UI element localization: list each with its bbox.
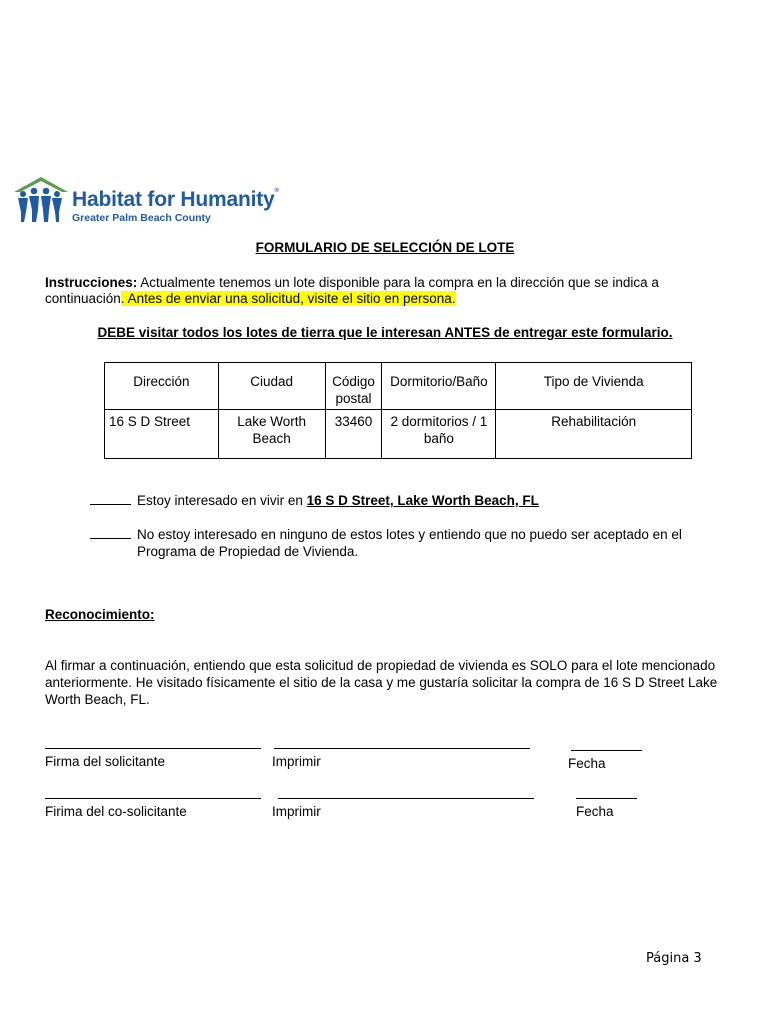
instructions-label: Instrucciones: (45, 275, 138, 290)
acknowledgement-heading: Reconocimiento: (45, 607, 155, 622)
registered-mark: ® (274, 188, 279, 194)
applicant-date-field[interactable] (568, 750, 642, 771)
option-not-interested (90, 526, 710, 559)
acknowledgement-text: Al firmar a continuación, entiendo que esta solicitud de propiedad de vivienda es SOLO para el lote mencionado anteriormente. He visitado físicamente el sitio de la casa y me gustaría solicitar la compra de 16 S D Street Lake Worth Beach, FL. (45, 658, 718, 707)
coapplicant-print-field[interactable] (272, 798, 534, 819)
header-direccion: Dirección (105, 363, 219, 410)
table-header-row (105, 363, 692, 410)
logo-name: Habitat for Humanity® (72, 188, 279, 211)
cell-tipo-vivienda: Rehabilitación (496, 410, 692, 459)
applicant-signature-label: Firma del solicitante (45, 754, 166, 769)
print-label-2: Imprimir (272, 804, 321, 819)
interested-address: 16 S D Street, Lake Worth Beach, FL (306, 493, 539, 508)
header-tipo-vivienda: Tipo de Vivienda (496, 363, 692, 410)
option-interested (90, 492, 710, 509)
date-label-1: Fecha (568, 756, 606, 771)
must-visit-notice: DEBE visitar todos los lotes de tierra que le interesan ANTES de entregar este formulario. (97, 325, 673, 340)
habitat-logo (12, 176, 292, 226)
habitat-house-people-icon (12, 176, 70, 224)
form-title: FORMULARIO DE SELECCIÓN DE LOTE (255, 240, 515, 255)
table-row (105, 410, 692, 459)
cell-ciudad: Lake Worth Beach (218, 410, 325, 459)
instructions-text: Actualmente tenemos un lote disponible para la compra en la dirección que se indica a continuación (45, 275, 659, 306)
coapplicant-signature-label: Firima del co-solicitante (45, 804, 187, 819)
cell-codigo-postal: 33460 (325, 410, 382, 459)
header-ciudad: Ciudad (218, 363, 325, 410)
coapplicant-date-field[interactable] (576, 798, 637, 819)
applicant-print-field[interactable] (272, 748, 530, 769)
cell-direccion: 16 S D Street (105, 410, 219, 459)
print-label-1: Imprimir (272, 754, 321, 769)
logo-subtitle: Greater Palm Beach County (72, 212, 211, 224)
interested-check-blank[interactable] (90, 493, 131, 505)
date-label-2: Fecha (576, 804, 614, 819)
applicant-signature-field[interactable] (45, 748, 261, 769)
instructions-highlight: . Antes de enviar una solicitud, visite el sitio en persona. (120, 291, 456, 306)
instructions (45, 275, 725, 307)
header-codigo-postal: Código postal (325, 363, 382, 410)
lots-table (104, 362, 692, 459)
interested-text: Estoy interesado en vivir en 16 S D Street, Lake Worth Beach, FL (137, 493, 539, 508)
cell-dormitorio-bano: 2 dormitorios / 1 baño (382, 410, 496, 459)
page-number: Página 3 (646, 951, 702, 966)
header-dormitorio-bano: Dormitorio/Baño (382, 363, 496, 410)
not-interested-check-blank[interactable] (90, 527, 131, 539)
coapplicant-signature-field[interactable] (45, 798, 261, 819)
not-interested-text: No estoy interesado en ninguno de estos lotes y entiendo que no puedo ser aceptado en el Programa de Propiedad de Vivienda. (137, 527, 682, 559)
